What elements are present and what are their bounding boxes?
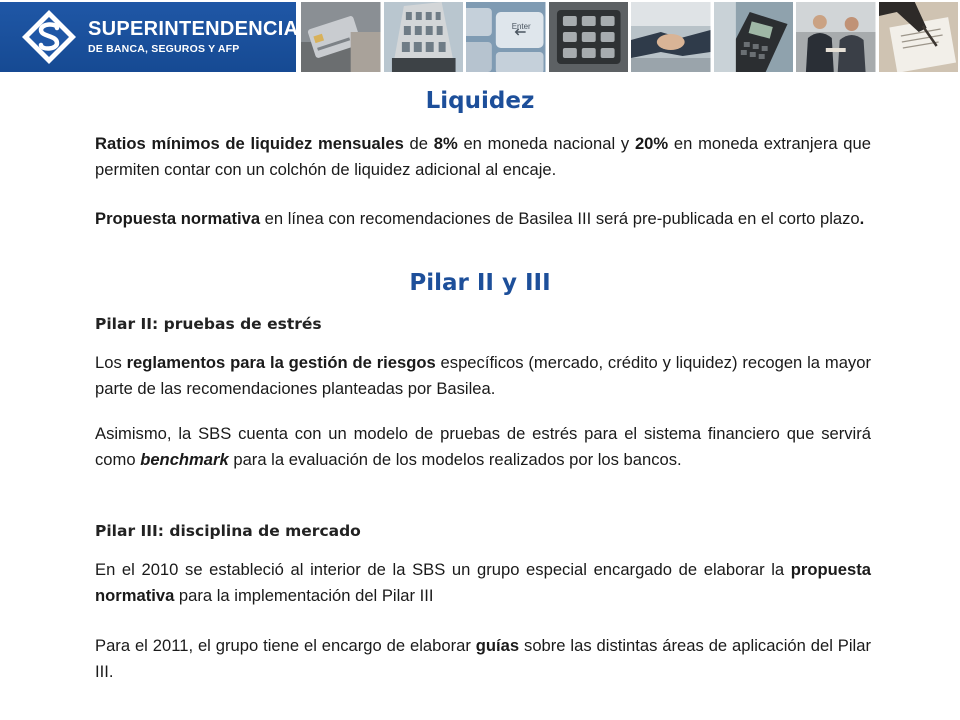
text: para la implementación del Pilar III bbox=[174, 586, 434, 605]
text: en moneda nacional y bbox=[457, 134, 635, 153]
section-title-pilar: Pilar II y III bbox=[409, 270, 551, 296]
atm-keypad-photo bbox=[549, 2, 629, 72]
logo-text bbox=[88, 18, 298, 56]
text: En el 2010 se estableció al interior de la SBS un grupo especial encargado de elaborar la bbox=[95, 560, 791, 579]
keyboard-enter-photo bbox=[466, 2, 546, 72]
paragraph-grupo-especial bbox=[95, 557, 871, 609]
paragraph-reglamentos bbox=[95, 350, 871, 402]
text: en línea con recomendaciones de Basilea III será pre-publicada en el corto plazo bbox=[260, 209, 860, 228]
text: Para el 2011, el grupo tiene el encargo de elaborar bbox=[95, 636, 476, 655]
header-photo-strip bbox=[298, 2, 958, 72]
business-meeting-photo bbox=[796, 2, 876, 72]
text: específicos (mercado, crédito y liquidez) recogen la mayor parte de las recomendaciones planteadas por Basilea. bbox=[95, 353, 871, 398]
card-terminal-photo bbox=[714, 2, 794, 72]
text-bold: guías bbox=[475, 636, 520, 655]
sbs-logo-mark-icon bbox=[20, 8, 78, 66]
text-bold: Ratios mínimos de liquidez mensuales bbox=[95, 134, 404, 153]
paragraph-propuesta-normativa bbox=[95, 206, 871, 232]
paragraph-guias bbox=[95, 633, 871, 685]
text: sobre las distintas áreas de aplicación del Pilar III. bbox=[95, 636, 871, 681]
text-bold: . bbox=[859, 209, 865, 228]
text-bold: reglamentos para la gestión de riesgos bbox=[126, 353, 436, 372]
header-banner bbox=[0, 0, 960, 74]
text-bold-italic: benchmark bbox=[140, 450, 229, 469]
credit-card-photo bbox=[301, 2, 381, 72]
text-bold: propuesta normativa bbox=[95, 560, 871, 605]
handshake-photo bbox=[631, 2, 711, 72]
text-bold: Propuesta normativa bbox=[95, 209, 261, 228]
building-photo bbox=[384, 2, 464, 72]
enter-key-label: Enter bbox=[511, 21, 531, 32]
paragraph-ratios-liquidez bbox=[95, 131, 871, 183]
subtitle-pilar-ii: Pilar II: pruebas de estrés bbox=[95, 315, 322, 333]
text-bold: 20% bbox=[634, 134, 669, 153]
text: en moneda extranjera que permiten contar con un colchón de liquidez adicional al encaje. bbox=[95, 134, 871, 179]
subtitle-pilar-iii: Pilar III: disciplina de mercado bbox=[95, 522, 361, 540]
text-bold: 8% bbox=[433, 134, 458, 153]
text: Los bbox=[95, 353, 127, 372]
paragraph-pruebas-estres bbox=[95, 421, 871, 473]
section-title-liquidez: Liquidez bbox=[425, 88, 535, 114]
text: Asimismo, la SBS cuenta con un modelo de pruebas de estrés para el sistema financiero que servirá como bbox=[95, 424, 871, 469]
logo-subtitle: DE BANCA, SEGUROS Y AFP bbox=[88, 43, 240, 55]
text: para la evaluación de los modelos realizados por los bancos. bbox=[228, 450, 682, 469]
signing-document-photo bbox=[879, 2, 959, 72]
sbs-logo[interactable] bbox=[0, 2, 299, 72]
text: de bbox=[403, 134, 434, 153]
logo-title: SUPERINTENDENCIA bbox=[88, 18, 299, 40]
